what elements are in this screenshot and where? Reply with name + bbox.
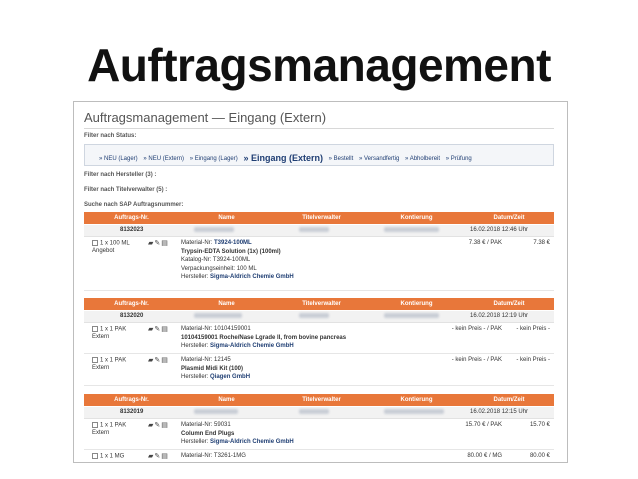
item-source: Extern bbox=[92, 365, 110, 371]
item-details bbox=[181, 239, 294, 282]
hersteller-label: Hersteller: bbox=[181, 374, 209, 380]
material-link[interactable]: T3924-100ML bbox=[214, 240, 252, 246]
sap-search-label: Suche nach SAP Auftragsnummer: bbox=[84, 202, 184, 208]
status-abholbereit[interactable]: » Abholbereit bbox=[405, 156, 441, 162]
product-name: Column End Plugs bbox=[181, 430, 235, 437]
order-datum: 16.02.2018 12:46 Uhr bbox=[470, 227, 529, 233]
verpackungseinheit: Verpackungseinheit: 100 ML bbox=[181, 265, 257, 272]
item-qty[interactable] bbox=[92, 326, 126, 333]
order-number: 8132023 bbox=[120, 227, 144, 233]
total-price: 7.38 € bbox=[533, 240, 550, 246]
status-bestellt[interactable]: » Bestellt bbox=[328, 156, 354, 162]
item-details bbox=[181, 325, 346, 351]
redacted-name bbox=[194, 313, 242, 320]
hersteller-link[interactable]: Sigma-Aldrich Chemie GmbH bbox=[210, 274, 294, 280]
item-qty[interactable] bbox=[92, 357, 126, 364]
item-source: Angebot bbox=[92, 248, 115, 254]
slide-title: Auftragsmanagement bbox=[87, 39, 551, 91]
filter-titelverwalter[interactable]: Filter nach Titelverwalter (5) : bbox=[84, 187, 168, 193]
material-nr: 12145 bbox=[214, 357, 231, 363]
redacted-kontierung bbox=[384, 409, 444, 416]
item-action-icons[interactable]: ▰✎▤ bbox=[148, 240, 169, 247]
col-auftrags-nr: Auftrags-Nr. bbox=[114, 397, 149, 403]
redacted-name bbox=[194, 227, 234, 234]
col-name: Name bbox=[218, 301, 235, 307]
redacted-name bbox=[194, 409, 238, 416]
item-checkbox[interactable] bbox=[92, 240, 98, 246]
col-kontierung: Kontierung bbox=[400, 215, 433, 221]
table-header bbox=[84, 298, 554, 310]
status-eingang-lager[interactable]: » Eingang (Lager) bbox=[189, 156, 238, 162]
material-nr: 59031 bbox=[214, 422, 231, 428]
order-number: 8132020 bbox=[120, 313, 144, 319]
order-number: 8132019 bbox=[120, 409, 144, 415]
status-versandfertig[interactable]: » Versandfertig bbox=[358, 156, 400, 162]
redacted-kontierung bbox=[384, 227, 439, 234]
table-header bbox=[84, 394, 554, 406]
item-details bbox=[181, 421, 294, 447]
item-checkbox[interactable] bbox=[92, 326, 98, 332]
total-price: - kein Preis - bbox=[516, 326, 550, 332]
order-row[interactable] bbox=[84, 311, 554, 323]
product-name: Plasmid Midi Kit (100) bbox=[181, 365, 244, 372]
material-label: Material-Nr: bbox=[181, 326, 213, 332]
material-label: Material-Nr: bbox=[181, 240, 213, 246]
redacted-titelverwalter bbox=[299, 313, 329, 320]
col-name: Name bbox=[218, 215, 235, 221]
material-label: Material-Nr: bbox=[181, 422, 213, 428]
status-neu-extern[interactable]: » NEU (Extern) bbox=[143, 156, 185, 162]
col-name: Name bbox=[218, 397, 235, 403]
total-price: 15.70 € bbox=[529, 422, 550, 428]
item-qty-text: 1 x 1 PAK bbox=[100, 326, 127, 333]
total-price: - kein Preis - bbox=[516, 357, 550, 363]
item-qty-text: 1 x 1 PAK bbox=[100, 422, 127, 429]
item-qty[interactable] bbox=[92, 453, 124, 460]
item-details bbox=[181, 452, 246, 461]
page-title: Auftragsmanagement — Eingang (Extern) bbox=[84, 110, 327, 125]
product-name: Trypsin-EDTA Solution (1x) (100ml) bbox=[181, 248, 281, 255]
product-name: 10104159001 Roche/Nase Lgrade II, from bovine pancreas bbox=[181, 334, 347, 341]
hersteller-link[interactable]: Qiagen GmbH bbox=[210, 374, 251, 380]
unit-price: - kein Preis - / PAK bbox=[451, 357, 502, 363]
item-qty[interactable] bbox=[92, 240, 130, 247]
list-item bbox=[84, 237, 554, 291]
item-source: Extern bbox=[92, 334, 110, 340]
status-filter-label: Filter nach Status: bbox=[84, 133, 137, 139]
title-divider bbox=[84, 128, 554, 129]
order-row[interactable] bbox=[84, 225, 554, 237]
item-details bbox=[181, 356, 250, 382]
total-price: 80.00 € bbox=[529, 453, 550, 459]
status-neu-lager[interactable]: » NEU (Lager) bbox=[99, 156, 138, 162]
hersteller-label: Hersteller: bbox=[181, 343, 209, 349]
item-checkbox[interactable] bbox=[92, 422, 98, 428]
redacted-titelverwalter bbox=[299, 409, 329, 416]
col-datum: Datum/Zeit bbox=[493, 301, 525, 307]
redacted-titelverwalter bbox=[299, 227, 329, 234]
list-item bbox=[84, 354, 554, 386]
col-datum: Datum/Zeit bbox=[493, 397, 525, 403]
item-action-icons[interactable]: ▰✎▤ bbox=[148, 422, 169, 429]
col-auftrags-nr: Auftrags-Nr. bbox=[114, 301, 149, 307]
item-checkbox[interactable] bbox=[92, 453, 98, 459]
col-titelverwalter: Titelverwalter bbox=[302, 301, 341, 307]
hersteller-link[interactable]: Sigma-Aldrich Chemie GmbH bbox=[210, 439, 294, 445]
material-label: Material-Nr: bbox=[181, 453, 213, 459]
unit-price: 80.00 € / MG bbox=[467, 453, 502, 459]
list-item bbox=[84, 450, 554, 463]
col-titelverwalter: Titelverwalter bbox=[302, 215, 341, 221]
status-pruefung[interactable]: » Prüfung bbox=[445, 156, 472, 162]
col-titelverwalter: Titelverwalter bbox=[302, 397, 341, 403]
item-qty-text: 1 x 1 PAK bbox=[100, 357, 127, 364]
status-filter-list bbox=[99, 152, 476, 162]
material-nr: 10104159001 bbox=[214, 326, 251, 332]
col-kontierung: Kontierung bbox=[400, 397, 433, 403]
order-row[interactable] bbox=[84, 407, 554, 419]
filter-hersteller[interactable]: Filter nach Hersteller (3) : bbox=[84, 172, 157, 178]
katalog-nr: Katalog-Nr: T3924-100ML bbox=[181, 257, 251, 263]
material-nr: T3261-1MG bbox=[213, 453, 246, 459]
item-action-icons[interactable]: ▰✎▤ bbox=[148, 453, 169, 460]
unit-price: - kein Preis - / PAK bbox=[451, 326, 502, 332]
item-qty[interactable] bbox=[92, 422, 126, 429]
material-label: Material-Nr: bbox=[181, 357, 213, 363]
col-auftrags-nr: Auftrags-Nr. bbox=[114, 215, 149, 221]
order-datum: 16.02.2018 12:15 Uhr bbox=[470, 409, 529, 415]
unit-price: 7.38 € / PAK bbox=[468, 240, 502, 246]
status-eingang-extern[interactable]: » Eingang (Extern) bbox=[243, 153, 323, 163]
hersteller-label: Hersteller: bbox=[181, 274, 209, 280]
col-kontierung: Kontierung bbox=[400, 301, 433, 307]
table-header bbox=[84, 212, 554, 224]
col-datum: Datum/Zeit bbox=[493, 215, 525, 221]
order-datum: 16.02.2018 12:19 Uhr bbox=[470, 313, 529, 319]
redacted-kontierung bbox=[384, 313, 439, 320]
hersteller-link[interactable]: Sigma-Aldrich Chemie GmbH bbox=[210, 343, 294, 349]
item-source: Extern bbox=[92, 430, 110, 436]
status-filter-box bbox=[84, 144, 554, 166]
screenshot-frame bbox=[73, 101, 568, 463]
item-action-icons[interactable]: ▰✎▤ bbox=[148, 326, 169, 333]
item-qty-text: 1 x 100 ML bbox=[100, 240, 130, 247]
unit-price: 15.70 € / PAK bbox=[465, 422, 502, 428]
item-action-icons[interactable]: ▰✎▤ bbox=[148, 357, 169, 364]
list-item bbox=[84, 323, 554, 354]
hersteller-label: Hersteller: bbox=[181, 439, 209, 445]
list-item bbox=[84, 419, 554, 450]
item-qty-text: 1 x 1 MG bbox=[100, 453, 125, 460]
item-checkbox[interactable] bbox=[92, 357, 98, 363]
